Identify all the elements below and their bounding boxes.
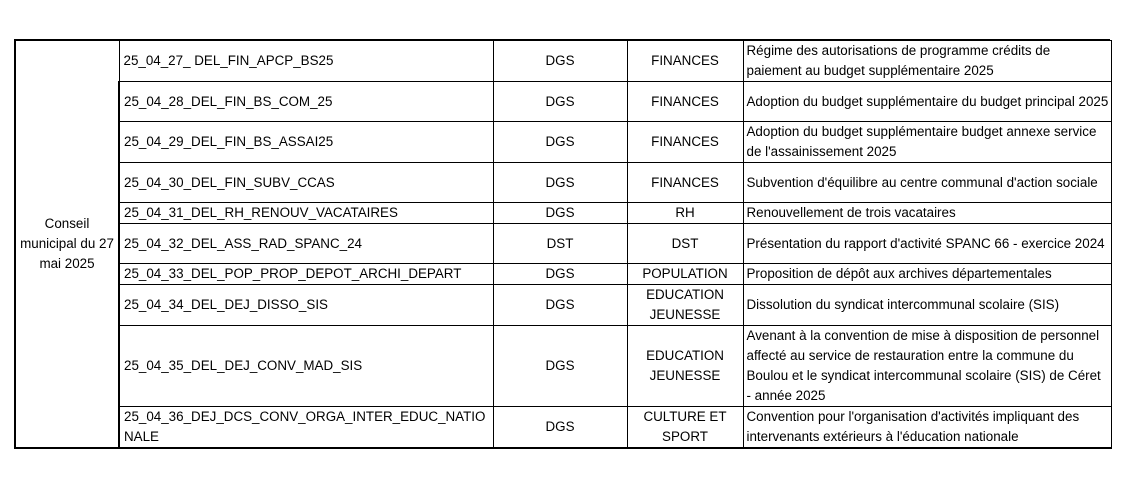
service-cell: DST <box>493 224 627 264</box>
service-cell: DGS <box>493 82 627 122</box>
service-cell: DGS <box>493 326 627 407</box>
description-cell: Convention pour l'organisation d'activités impliquant des intervenants extérieurs à l'éducation nationale <box>743 407 1111 449</box>
department-cell: FINANCES <box>627 163 743 203</box>
deliberation-code: 25_04_28_DEL_FIN_BS_COM_25 <box>119 82 493 122</box>
deliberation-code: 25_04_36_DEJ_DCS_CONV_ORGA_INTER_EDUC_NATIONALE <box>119 407 493 449</box>
service-cell: DGS <box>493 41 627 82</box>
deliberation-code: 25_04_32_DEL_ASS_RAD_SPANC_24 <box>119 224 493 264</box>
table-row <box>15 285 1111 326</box>
description-cell: Avenant à la convention de mise à disposition de personnel affecté au service de restauration entre la commune du Boulou et le syndicat intercommunal scolaire (SIS) de Céret - année 2025 <box>743 326 1111 407</box>
description-cell: Renouvellement de trois vacataires <box>743 203 1111 224</box>
deliberations-sheet <box>14 40 1110 449</box>
deliberation-code: 25_04_30_DEL_FIN_SUBV_CCAS <box>119 163 493 203</box>
table-row <box>15 122 1111 163</box>
meeting-label-cell <box>15 41 119 449</box>
department-cell: EDUCATION JEUNESSE <box>627 285 743 326</box>
service-cell: DGS <box>493 203 627 224</box>
table-row <box>15 224 1111 264</box>
service-cell: DGS <box>493 407 627 449</box>
table-row <box>15 41 1111 82</box>
table-row <box>15 82 1111 122</box>
table-row <box>15 163 1111 203</box>
description-cell: Proposition de dépôt aux archives départementales <box>743 264 1111 285</box>
deliberation-code: 25_04_35_DEL_DEJ_CONV_MAD_SIS <box>119 326 493 407</box>
department-cell: FINANCES <box>627 41 743 82</box>
description-cell: Subvention d'équilibre au centre communal d'action sociale <box>743 163 1111 203</box>
deliberation-code: 25_04_33_DEL_POP_PROP_DEPOT_ARCHI_DEPART <box>119 264 493 285</box>
service-cell: DGS <box>493 264 627 285</box>
deliberations-table <box>14 40 1112 449</box>
meeting-label: Conseil municipal du 27 mai 2025 <box>20 216 114 271</box>
department-cell: CULTURE ET SPORT <box>627 407 743 449</box>
department-cell: DST <box>627 224 743 264</box>
deliberation-code: 25_04_31_DEL_RH_RENOUV_VACATAIRES <box>119 203 493 224</box>
service-cell: DGS <box>493 285 627 326</box>
department-cell: POPULATION <box>627 264 743 285</box>
department-cell: FINANCES <box>627 122 743 163</box>
service-cell: DGS <box>493 122 627 163</box>
department-cell: FINANCES <box>627 82 743 122</box>
description-cell: Adoption du budget supplémentaire du budget principal 2025 <box>743 82 1111 122</box>
table-row <box>15 407 1111 449</box>
department-cell: RH <box>627 203 743 224</box>
table-row <box>15 264 1111 285</box>
description-cell: Adoption du budget supplémentaire budget annexe service de l'assainissement 2025 <box>743 122 1111 163</box>
description-cell: Présentation du rapport d'activité SPANC 66 - exercice 2024 <box>743 224 1111 264</box>
description-cell: Dissolution du syndicat intercommunal scolaire (SIS) <box>743 285 1111 326</box>
description-cell: Régime des autorisations de programme crédits de paiement au budget supplémentaire 2025 <box>743 41 1111 82</box>
table-row <box>15 326 1111 407</box>
deliberation-code: 25_04_34_DEL_DEJ_DISSO_SIS <box>119 285 493 326</box>
department-cell: EDUCATION JEUNESSE <box>627 326 743 407</box>
table-row <box>15 203 1111 224</box>
deliberation-code: 25_04_29_DEL_FIN_BS_ASSAI25 <box>119 122 493 163</box>
deliberation-code: 25_04_27_ DEL_FIN_APCP_BS25 <box>119 41 493 82</box>
service-cell: DGS <box>493 163 627 203</box>
